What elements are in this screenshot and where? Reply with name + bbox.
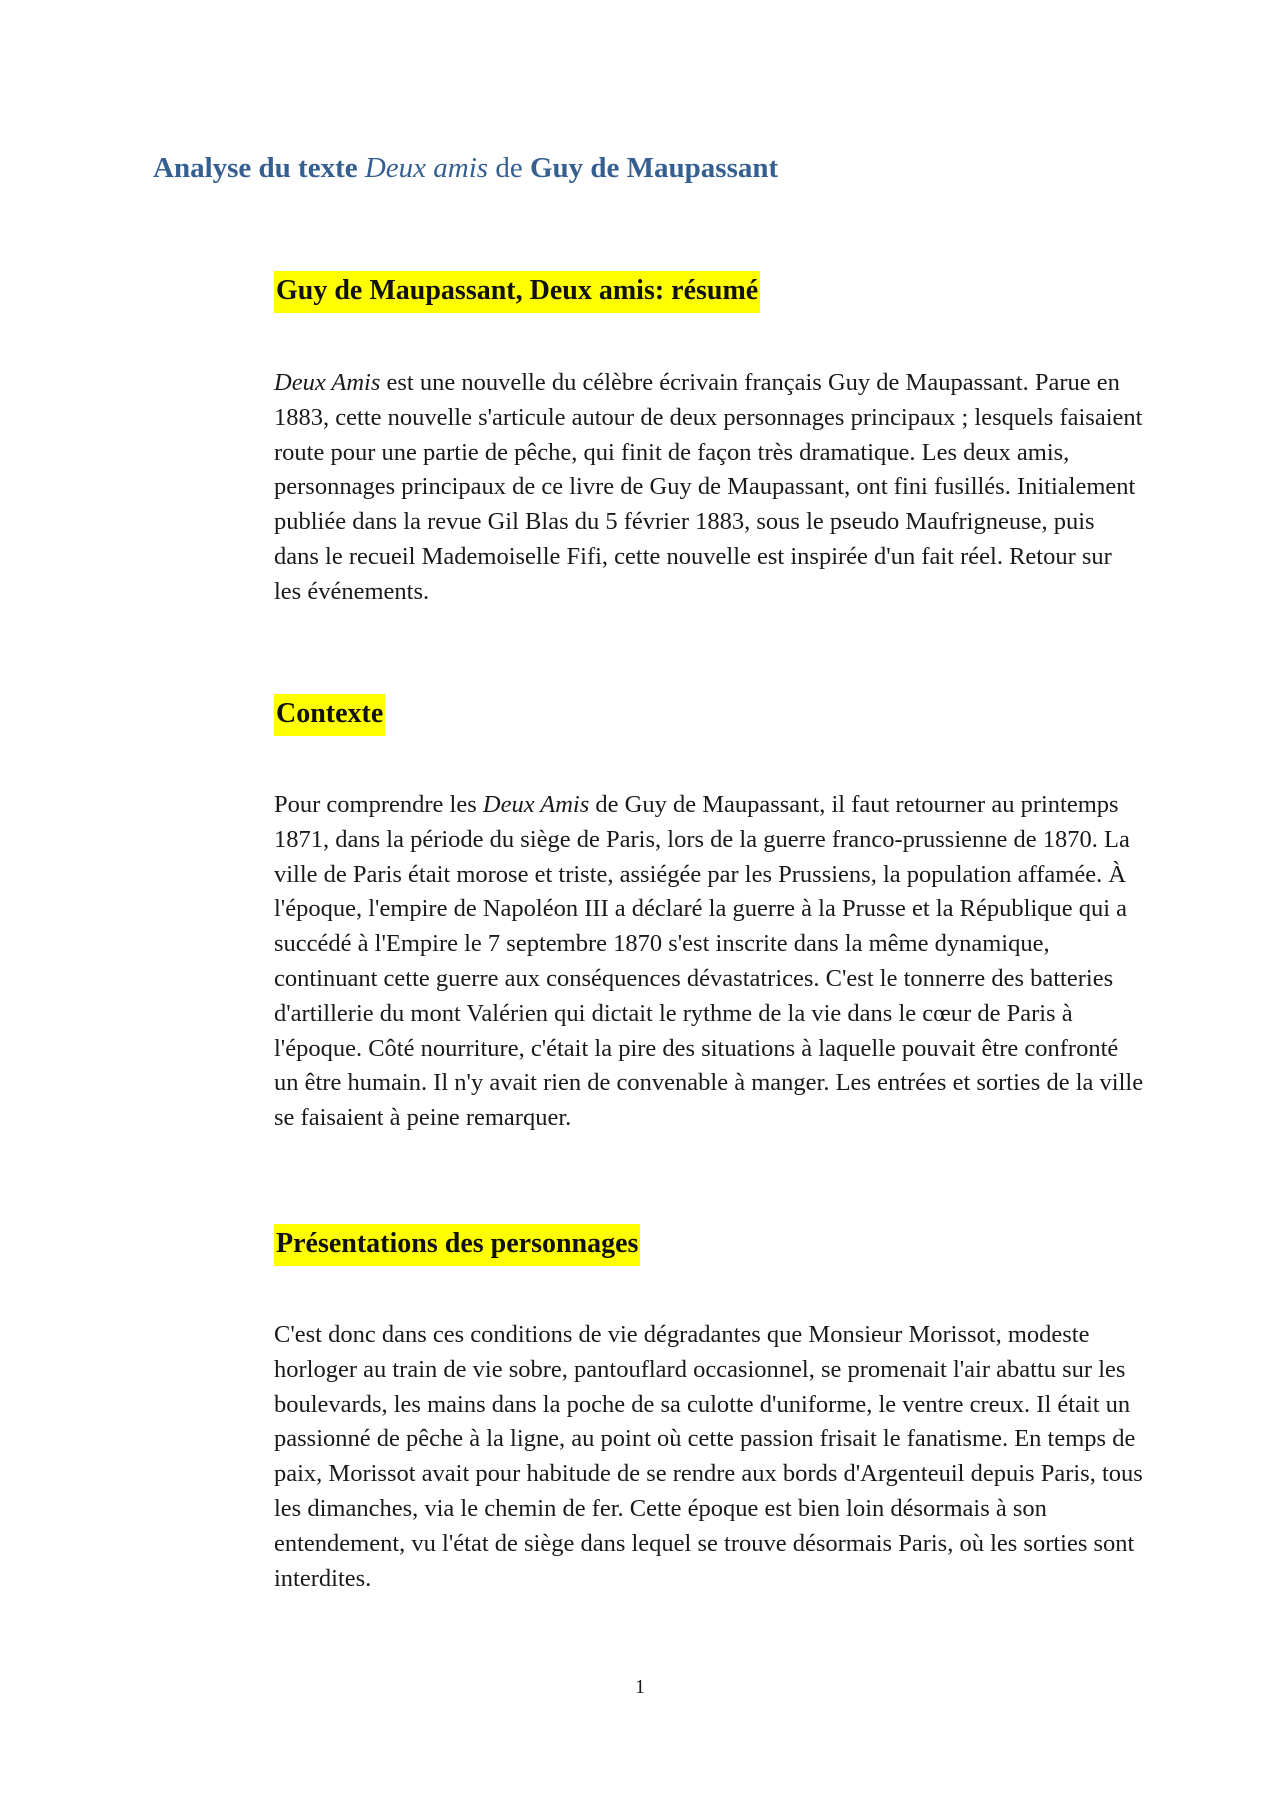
- paragraph-resume-text: est une nouvelle du célèbre écrivain français Guy de Maupassant. Parue en 1883, cette nouvelle s'articule autour de deux personnages principaux ; lesquels faisaient route pour une partie de pêche, qui finit de façon très dramatique. Les deux amis, personnages principaux de ce livre de Guy de Maupassant, ont fini fusillés. Initialement publiée dans la revue Gil Blas du 5 février 1883, sous le pseudo Maufrigneuse, puis dans le recueil Mademoiselle Fifi, cette nouvelle est inspirée d'un fait réel. Retour sur les événements.: [274, 369, 1143, 605]
- section-contexte-body: [274, 788, 1144, 1136]
- section-personnages-body: [274, 1318, 1144, 1596]
- paragraph-contexte-text-after: de Guy de Maupassant, il faut retourner au printemps 1871, dans la période du siège de Paris, lors de la guerre franco-prussienne de 1870. La ville de Paris était morose et triste, assiégée par les Prussiens, la population affamée. À l'époque, l'empire de Napoléon III a déclaré la guerre à la Prusse et la République qui a succédé à l'Empire le 7 septembre 1870 s'est inscrite dans la même dynamique, continuant cette guerre aux conséquences dévastatrices. C'est le tonnerre des batteries d'artillerie du mont Valérien qui dictait le rythme de la vie dans le cœur de Paris à l'époque. Côté nourriture, c'était la pire des situations à laquelle pouvait être confronté un être humain. Il n'y avait rien de convenable à manger. Les entrées et sorties de la ville se faisaient à peine remarquer.: [274, 791, 1144, 1132]
- title-middle: de: [488, 152, 530, 184]
- page-number: 1: [635, 1676, 645, 1698]
- title-author: Guy de Maupassant: [529, 152, 779, 184]
- paragraph-contexte: [274, 788, 1144, 1136]
- paragraph-resume: [274, 366, 1144, 610]
- paragraph-contexte-text-before: Pour comprendre les: [274, 791, 483, 818]
- section-heading-contexte: Contexte: [274, 694, 385, 736]
- paragraph-contexte-italic: Deux Amis: [482, 791, 590, 818]
- document-title: [153, 152, 778, 185]
- title-italic-work: Deux amis: [364, 152, 489, 184]
- section-personnages: [274, 1224, 1144, 1266]
- section-resume-body: [274, 366, 1144, 610]
- paragraph-personnages: C'est donc dans ces conditions de vie dégradantes que Monsieur Morissot, modeste horloger au train de vie sobre, pantouflard occasionnel, se promenait l'air abattu sur les boulevards, les mains dans la poche de sa culotte d'uniforme, le ventre creux. Il était un passionné de pêche à la ligne, au point où cette passion frisait le fanatisme. En temps de paix, Morissot avait pour habitude de se rendre aux bords d'Argenteuil depuis Paris, tous les dimanches, via le chemin de fer. Cette époque est bien loin désormais à son entendement, vu l'état de siège dans lequel se trouve désormais Paris, où les sorties sont interdites.: [274, 1321, 1143, 1592]
- section-heading-personnages: Présentations des personnages: [274, 1224, 640, 1266]
- title-prefix: Analyse du texte: [153, 152, 365, 184]
- paragraph-resume-italic: Deux Amis: [274, 369, 381, 396]
- section-heading-resume: Guy de Maupassant, Deux amis: résumé: [274, 271, 760, 313]
- section-contexte: [274, 694, 1144, 736]
- section-resume: [274, 271, 1144, 313]
